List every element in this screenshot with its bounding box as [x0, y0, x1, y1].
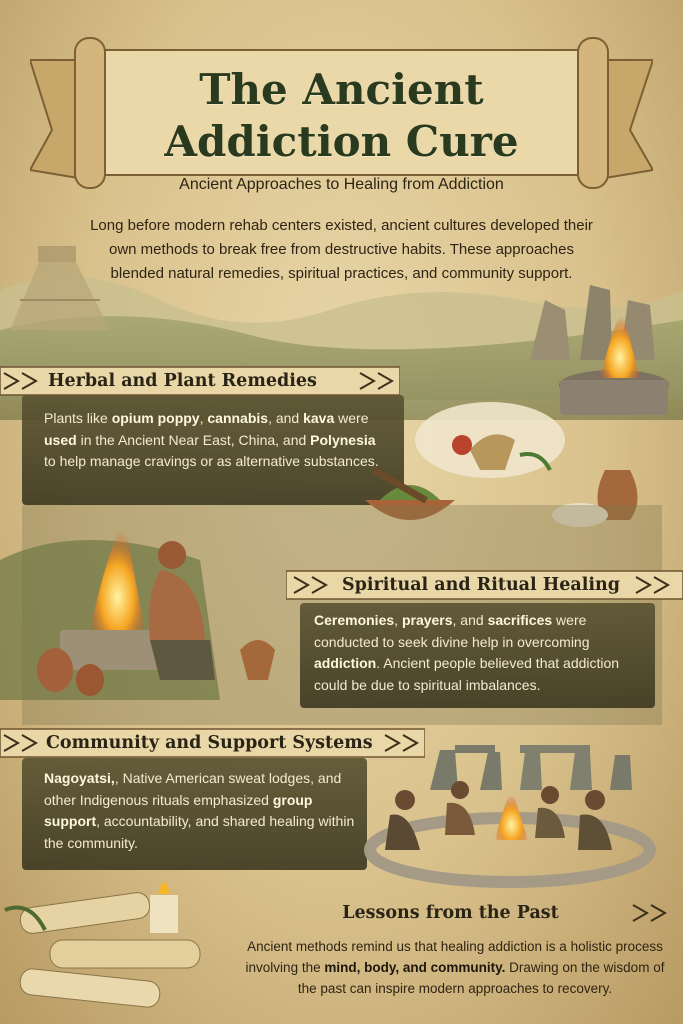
section-heading-spiritual — [286, 568, 683, 602]
emphasis-text: opium poppy — [111, 410, 200, 426]
emphasis-text: mind, body, and community. — [324, 960, 506, 975]
section-body-community — [44, 768, 364, 854]
emphasis-text: prayers — [401, 612, 453, 628]
section-heading-label: Spiritual and Ritual Healing — [342, 575, 621, 595]
title-scroll-banner — [30, 20, 653, 195]
section-heading-herbal — [0, 364, 400, 398]
emphasis-text: kava — [303, 410, 335, 426]
body-text-segment: , and — [268, 410, 304, 426]
emphasis-text: cannabis — [207, 410, 269, 426]
scrolls-candle-illustration — [5, 882, 200, 1008]
section-body-lessons — [240, 936, 670, 999]
emphasis-text: sacrifices — [487, 612, 553, 628]
body-text-segment: in the Ancient Near East, China, and — [76, 431, 311, 448]
emphasis-text: group support — [44, 791, 313, 829]
body-text-segment: , — [199, 410, 208, 426]
emphasis-text: Nagoyatsi, — [44, 770, 115, 786]
section-body-herbal — [44, 408, 384, 473]
section-body-text — [246, 939, 665, 996]
body-text-segment: , — [394, 612, 402, 628]
body-text-segment: were — [334, 410, 369, 426]
emphasis-text: used — [44, 431, 77, 448]
section-heading-label: Lessons from the Past — [342, 903, 559, 923]
body-text-segment: , accountability, and shared healing within the community. — [44, 813, 355, 851]
section-body-text — [44, 770, 354, 851]
section-body-spiritual — [314, 610, 649, 696]
body-text-segment: , Native American sweat lodges, and other Indigenous rituals emphasized — [44, 770, 342, 808]
section-body-text — [44, 410, 379, 469]
section-body-text — [314, 612, 619, 693]
section-heading-community — [0, 726, 425, 760]
body-text-segment: to help manage cravings or as alternative substances. — [44, 453, 379, 469]
community-circle-illustration — [370, 745, 650, 882]
body-text-segment: Plants like — [44, 410, 112, 426]
section-heading-label: Community and Support Systems — [46, 733, 373, 753]
standing-stones-illustration — [530, 285, 655, 360]
section-heading-lessons — [238, 896, 683, 930]
title-line-2: Addiction Cure — [164, 117, 519, 166]
body-text-segment: Ancient methods remind us that healing addiction is a holistic process involving the — [245, 939, 663, 975]
intro-paragraph: Long before modern rehab centers existed, ancient cultures developed their own methods to break free from destructive habits. These approaches blended natural remedies, spiritual practices, and community support. — [90, 217, 593, 282]
section-heading-label: Herbal and Plant Remedies — [48, 371, 317, 391]
body-text-segment: Drawing on the wisdom of the past can inspire modern approaches to recovery. — [297, 960, 665, 996]
emphasis-text: Polynesia — [310, 431, 376, 448]
emphasis-text: addiction — [314, 655, 377, 671]
page-title — [30, 64, 653, 168]
page-subtitle: Ancient Approaches to Healing from Addiction — [179, 176, 504, 193]
body-text-segment: . Ancient people believed that addiction could be due to spiritual imbalances. — [314, 655, 620, 693]
emphasis-text: Ceremonies — [314, 612, 395, 628]
title-line-1: The Ancient — [199, 65, 484, 114]
body-text-segment: were conducted to seek divine help in overcoming — [314, 612, 590, 650]
body-text-segment: , and — [452, 612, 488, 628]
